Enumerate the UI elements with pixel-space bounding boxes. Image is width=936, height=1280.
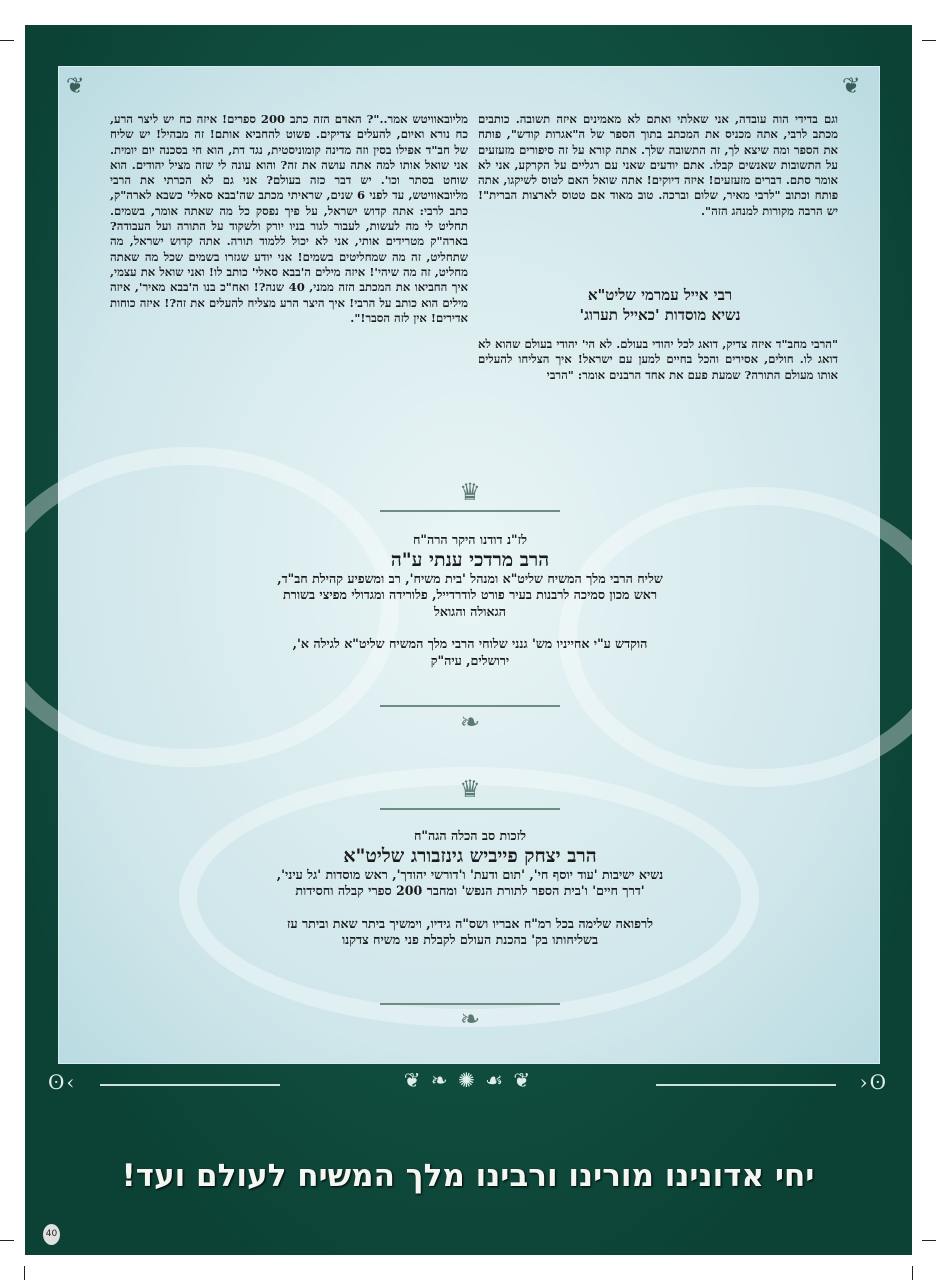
scroll-ornament-icon: ❧ xyxy=(459,1005,481,1033)
ornament-icon: ʘ‹ xyxy=(48,1070,77,1094)
center-ornament-icon: ❦ ❧ ✺ ☙ ❦ xyxy=(403,1068,533,1092)
crown-ornament-icon: ♛ xyxy=(459,775,481,803)
scroll-ornament-icon: ❧ xyxy=(459,708,481,736)
ornament-line xyxy=(100,1084,280,1086)
dedication-1-by: הוקדש ע"י אחייניו מש' גנני שלוחי הרבי מלך המשיח שליט"א לגילה א', ירושלים, עיה"ק xyxy=(292,636,648,668)
corner-ornament-icon: ❦ xyxy=(66,74,85,99)
ornament-divider xyxy=(380,510,560,512)
dedication-2-name: הרב יצחק פייביש גינזבורג שליט"א xyxy=(343,844,597,867)
ornament-divider xyxy=(380,705,560,707)
dedication-1 xyxy=(270,532,670,669)
crown-ornament-icon: ♛ xyxy=(459,478,481,506)
bottom-ornament xyxy=(40,1070,896,1100)
dedication-2-intro: לזכות סב הכלה הגה"ח xyxy=(413,828,527,843)
dedication-2-blessing: לרפואה שלימה בכל רמ"ח אבריו ושס"ה גידיו, וימשיך ביתר שאת וביתר עז בשליחותו בק' בהכנת העולם לקבלת פני משיח צדקנו xyxy=(286,915,654,947)
corner-ornament-icon: ❦ xyxy=(842,74,861,99)
banner-slogan: יחי אדונינו מורינו ורבינו מלך המשיח לעולם ועד! xyxy=(121,1158,815,1194)
ornament-line xyxy=(656,1084,836,1086)
ornament-icon: ›ʘ xyxy=(859,1070,888,1094)
page-number: 40 xyxy=(43,1224,60,1245)
left-column-text: מליובאוויטש אמר.."? האדם הזה כתב 200 ספרים! איזה כח יש ליצר הרע, כח נורא ואיום, להעלים צדיקים. פשוט להחביא אותם! זה מבהיל! יש שליח של חב"ד אפילו בסין וזה מדינה קומוניסטית, נגד דת, הוא חי בסכנה יום יומית. אני שואל אותו למה אתה עושה את זה? והוא עונה לי שזה מציל יהודים. הוא שוחט בסתר וכו'. יש דבר כזה בעולם? אני גם לא הכרתי את הרבי מליובאוויטש, עד לפני 6 שנים, שראיתי מכתב שה'בבא סאלי' כשבא לארה"ק, כתב לרבי: אתה קדוש ישראל, על פיך נפסק כל מה שאתה אומר, בשמים. תחליט לי מה לעשות, לעבור לגור בניו יורק ולשקוד על התורה ועל העבודה? בארה"ק מטרידים אותי, אני לא יכול ללמוד תורה. אתה קדוש ישראל, מה שתחליט, זה מה שמחליטים בשמים! אני יודע שגזרו בשמים שכל מה שאתה מחליט, זה מה שיהי'! איזה מילים ה'בבא סאלי' כותב לו! ואני שואל את עצמי, איך החביאו את המכתב הזה ממני, 40 שנה?! ואח"כ בנו ה'בבא מאיר', איזה מילים הוא כותב על הרבי! איך היצר הרע מצליח להעלים את זה?! איזה כוחות אדירים! אין לזה הסבר!". xyxy=(110,112,468,325)
crop-mark xyxy=(0,40,14,41)
speaker-heading xyxy=(490,285,830,325)
crop-mark xyxy=(24,1266,25,1280)
speaker-title: נשיא מוסדות 'כאייל תערוג' xyxy=(579,306,741,324)
dedication-2-description: נשיא ישיבות 'עוד יוסף חי', 'תום ודעת' ו'דורשי יהודך', ראש מוסדות 'גל עיני', 'דרך חיים' ו'בית הספר לתורת הנפש' ומחבר 200 ספרי קבלה וחסידות xyxy=(276,866,664,898)
right-column-text: וגם בדידי הוה עובדה, אני שאלתי ואתם לא מאמינים איזה תשובה. כותבים מכתב לרבי, אתה מכניס את המכתב בתוך הספר של ה"אגרות קודש", פותח את הספר ומה שיצא לך, זה התשובה שלך. אתה קורא על זה סיפורים מזעזעים על התשובות שאנשים קבלו. אתם יודעים שאני עם רגליים על הקרקע, אני לא אומר סתם. דברים מזעזעים! איזה דיוקים! אתה שואל האם לטוס לשיקגו, אתה פותח וכתוב "לרבי מאיר, שלום וברכה. טוב מאוד אם טטוס לארצות הברית"! יש הרבה מקורות למנהג הזה". xyxy=(478,112,838,218)
dedication-2 xyxy=(270,828,670,949)
crop-mark xyxy=(912,1266,913,1280)
ornament-divider xyxy=(380,808,560,810)
speaker-name: רבי אייל עמרמי שליט"א xyxy=(587,286,733,304)
speaker-quote: "הרבי מחב"ד איזה צדיק, דואג לכל יהודי בעולם. לא הי' יהודי בעולם שהוא לא דואג לו. חולים, אסירים והכל בחיים למען עם ישראל! איך הצליחו להעלים אותו מעולם התורה? שמעת פעם את אחד הרבנים אומר: "הרבי xyxy=(478,337,838,382)
crop-mark xyxy=(922,1240,936,1241)
dedication-1-name: הרב מרדכי ענתי ע"ה xyxy=(390,548,550,571)
crop-mark xyxy=(922,40,936,41)
dedication-1-description: שליח הרבי מלך המשיח שליט"א ומנהל 'בית משיח', רב ומשפיע קהילת חב"ד, ראש מכון סמיכה לרבנות בעיר פורט לודרדייל, פלורידה ומגדולי מפיצי בשורת הגאולה והגואל xyxy=(277,570,663,619)
crop-mark xyxy=(0,1240,14,1241)
dedication-1-intro: לז"נ דודנו היקר הרה"ח xyxy=(412,532,528,547)
